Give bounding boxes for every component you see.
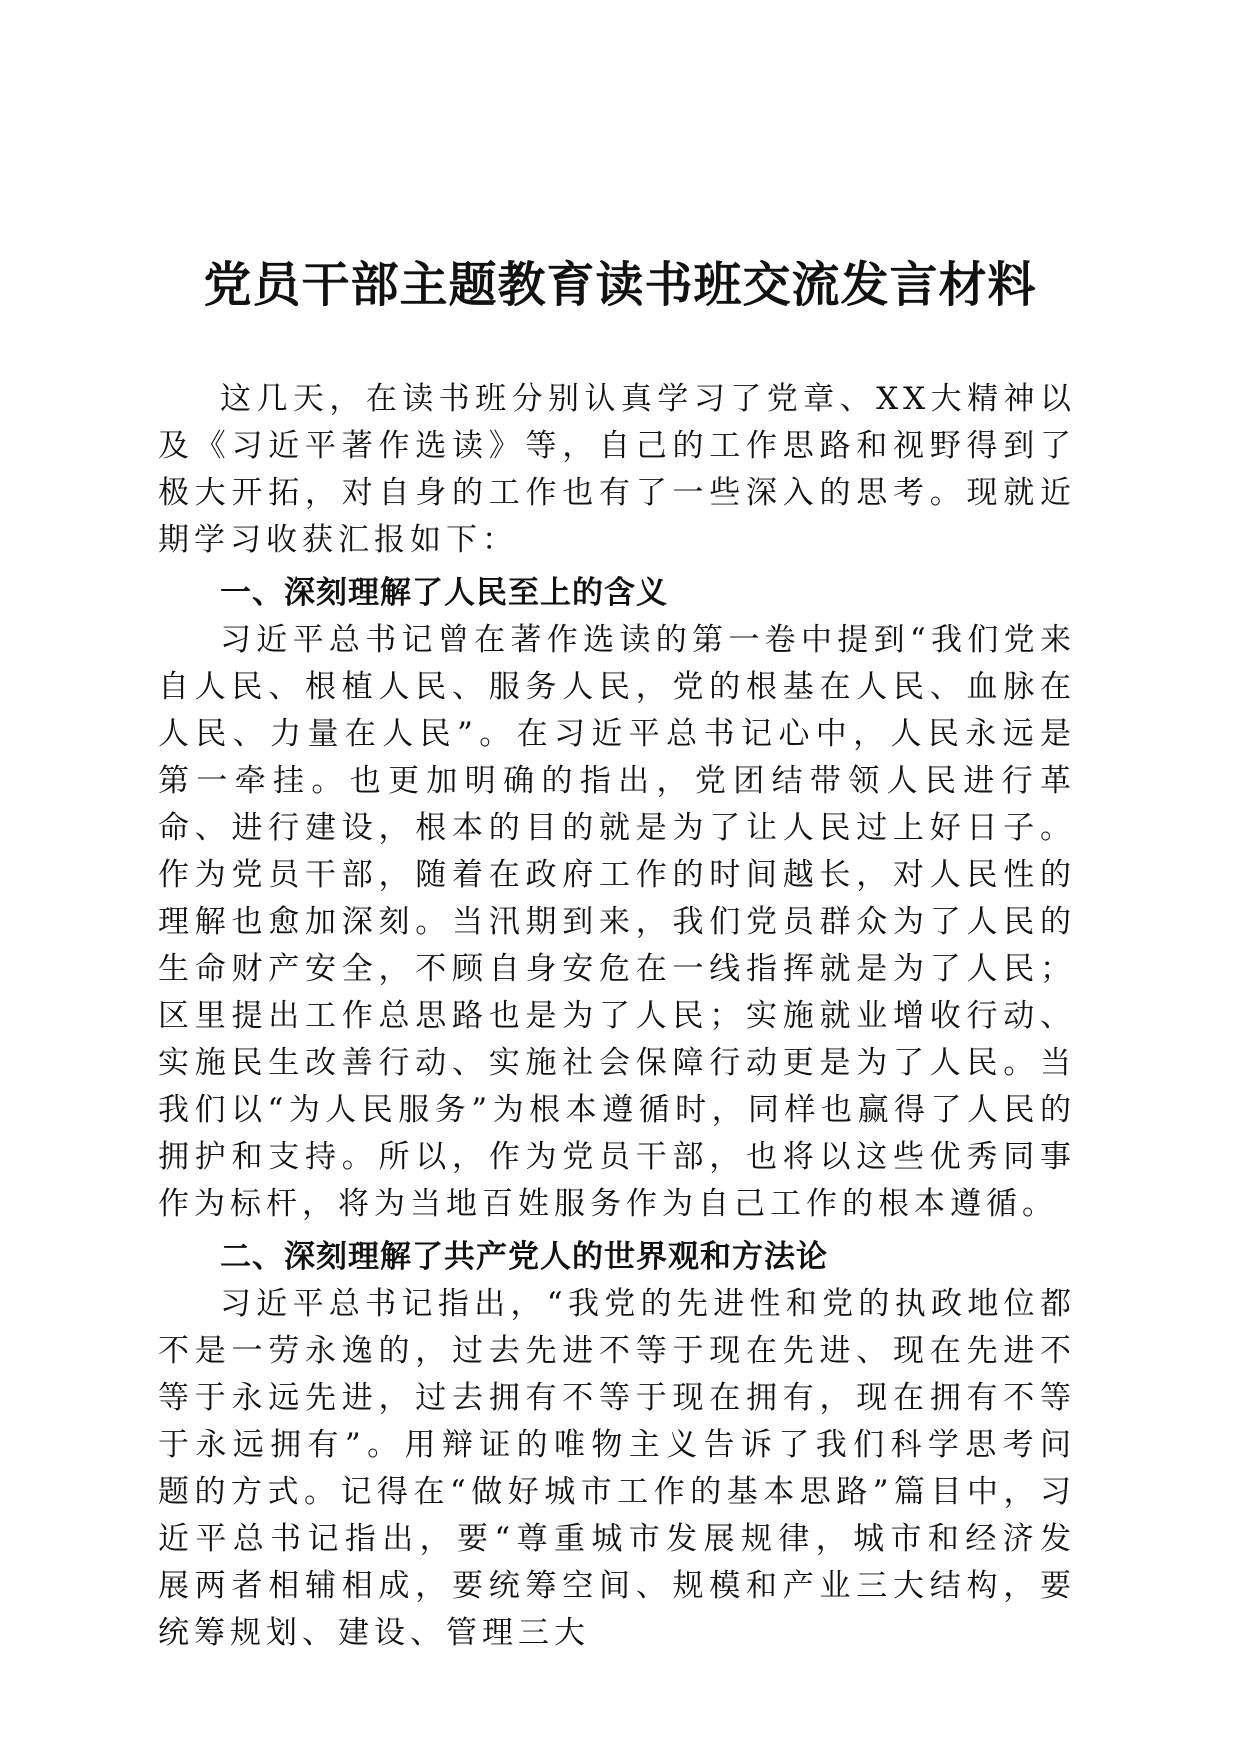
intro-paragraph: 这几天，在读书班分别认真学习了党章、XX大精神以及《习近平著作选读》等，自己的工作思路和视野得到了极大开拓，对自身的工作也有了一些深入的思考。现就近期学习收获汇报如下： [158, 381, 1076, 558]
section-2-paragraph: 习近平总书记指出，“我党的先进性和党的执政地位都不是一劳永逸的，过去先进不等于现在先进、现在先进不等于永远先进，过去拥有不等于现在拥有，现在拥有不等于永远拥有”。用辩证的唯物主义告诉了我们科学思考问题的方式。记得在“做好城市工作的基本思路”篇目中，习近平总书记指出，要“尊重城市发展规律，城市和经济发展两者相辅相成，要统筹空间、规模和产业三大结构，要统筹规划、建设、管理三大 [158, 1286, 1076, 1651]
document-title: 党员干部主题教育读书班交流发言材料 [203, 257, 1037, 313]
section-1-paragraph: 习近平总书记曾在著作选读的第一卷中提到“我们党来自人民、根植人民、服务人民，党的根基在人民、血脉在人民、力量在人民”。在习近平总书记心中，人民永远是第一牵挂。也更加明确的指出，党团结带领人民进行革命、进行建设，根本的目的就是为了让人民过上好日子。作为党员干部，随着在政府工作的时间越长，对人民性的理解也愈加深刻。当汛期到来，我们党员群众为了人民的生命财产安全，不顾自身安危在一线指挥就是为了人民；区里提出工作总思路也是为了人民；实施就业增收行动、实施民生改善行动、实施社会保障行动更是为了人民。当我们以“为人民服务”为根本遵循时，同样也赢得了人民的拥护和支持。所以，作为党员干部，也将以这些优秀同事作为标杆，将为当地百姓服务作为自己工作的根本遵循。 [158, 622, 1076, 1222]
section-2-heading: 二、深刻理解了共产党人的世界观和方法论 [220, 1239, 828, 1275]
document-body [158, 376, 1076, 1657]
section-1-heading: 一、深刻理解了人民至上的含义 [220, 575, 668, 611]
